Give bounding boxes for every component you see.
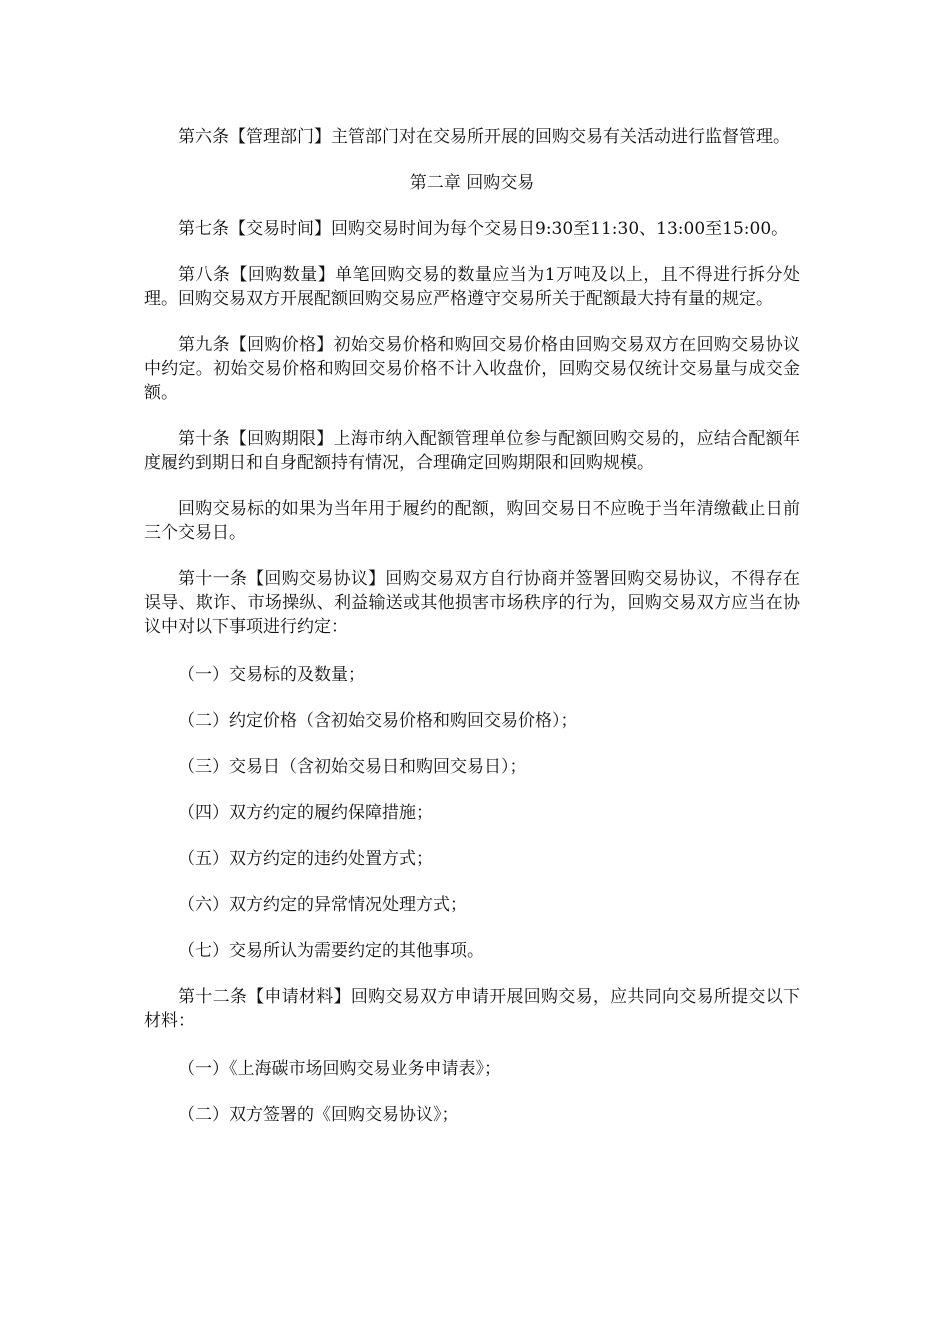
list-item: （七）交易所认为需要约定的其他事项。 [178, 941, 484, 961]
list-item: （六）双方约定的异常情况处理方式； [178, 895, 467, 915]
list-item: （一）《上海碳市场回购交易业务申请表》； [178, 1059, 501, 1079]
list-item: （一）交易标的及数量； [178, 665, 365, 685]
article-7-paragraph: 第七条【交易时间】回购交易时间为每个交易日9:30至11:30、13:00至15:00。 [178, 219, 789, 239]
article-10-supplement-paragraph: 回购交易标的如果为当年用于履约的配额，购回交易日不应晚于当年清缴截止日前三个交易日。 [144, 499, 800, 543]
list-item: （三）交易日（含初始交易日和购回交易日）； [178, 757, 527, 777]
chapter-heading: 第二章 回购交易 [409, 173, 535, 193]
document-page [144, 125, 800, 1127]
article-9-paragraph: 第九条【回购价格】初始交易价格和购回交易价格由回购交易双方在回购交易协议中约定。初始交易价格和购回交易价格不计入收盘价，回购交易仅统计交易量与成交金额。 [144, 335, 800, 403]
article-6-paragraph: 第六条【管理部门】主管部门对在交易所开展的回购交易有关活动进行监督管理。 [178, 127, 790, 147]
article-8-paragraph: 第八条【回购数量】单笔回购交易的数量应当为1万吨及以上，且不得进行拆分处理。回购交易双方开展配额回购交易应严格遵守交易所关于配额最大持有量的规定。 [144, 265, 800, 309]
list-item: （二）约定价格（含初始交易价格和购回交易价格）； [178, 711, 578, 731]
list-item: （五）双方约定的违约处置方式； [178, 849, 433, 869]
article-11-paragraph: 第十一条【回购交易协议】回购交易双方自行协商并签署回购交易协议，不得存在误导、欺诈、市场操纵、利益输送或其他损害市场秩序的行为，回购交易双方应当在协议中对以下事项进行约定： [144, 569, 800, 637]
article-12-paragraph: 第十二条【申请材料】回购交易双方申请开展回购交易，应共同向交易所提交以下材料： [144, 987, 800, 1031]
article-10-paragraph: 第十条【回购期限】上海市纳入配额管理单位参与配额回购交易的，应结合配额年度履约到期日和自身配额持有情况，合理确定回购期限和回购规模。 [144, 429, 800, 473]
list-item: （二）双方签署的《回购交易协议》； [178, 1105, 459, 1125]
list-item: （四）双方约定的履约保障措施； [178, 803, 433, 823]
